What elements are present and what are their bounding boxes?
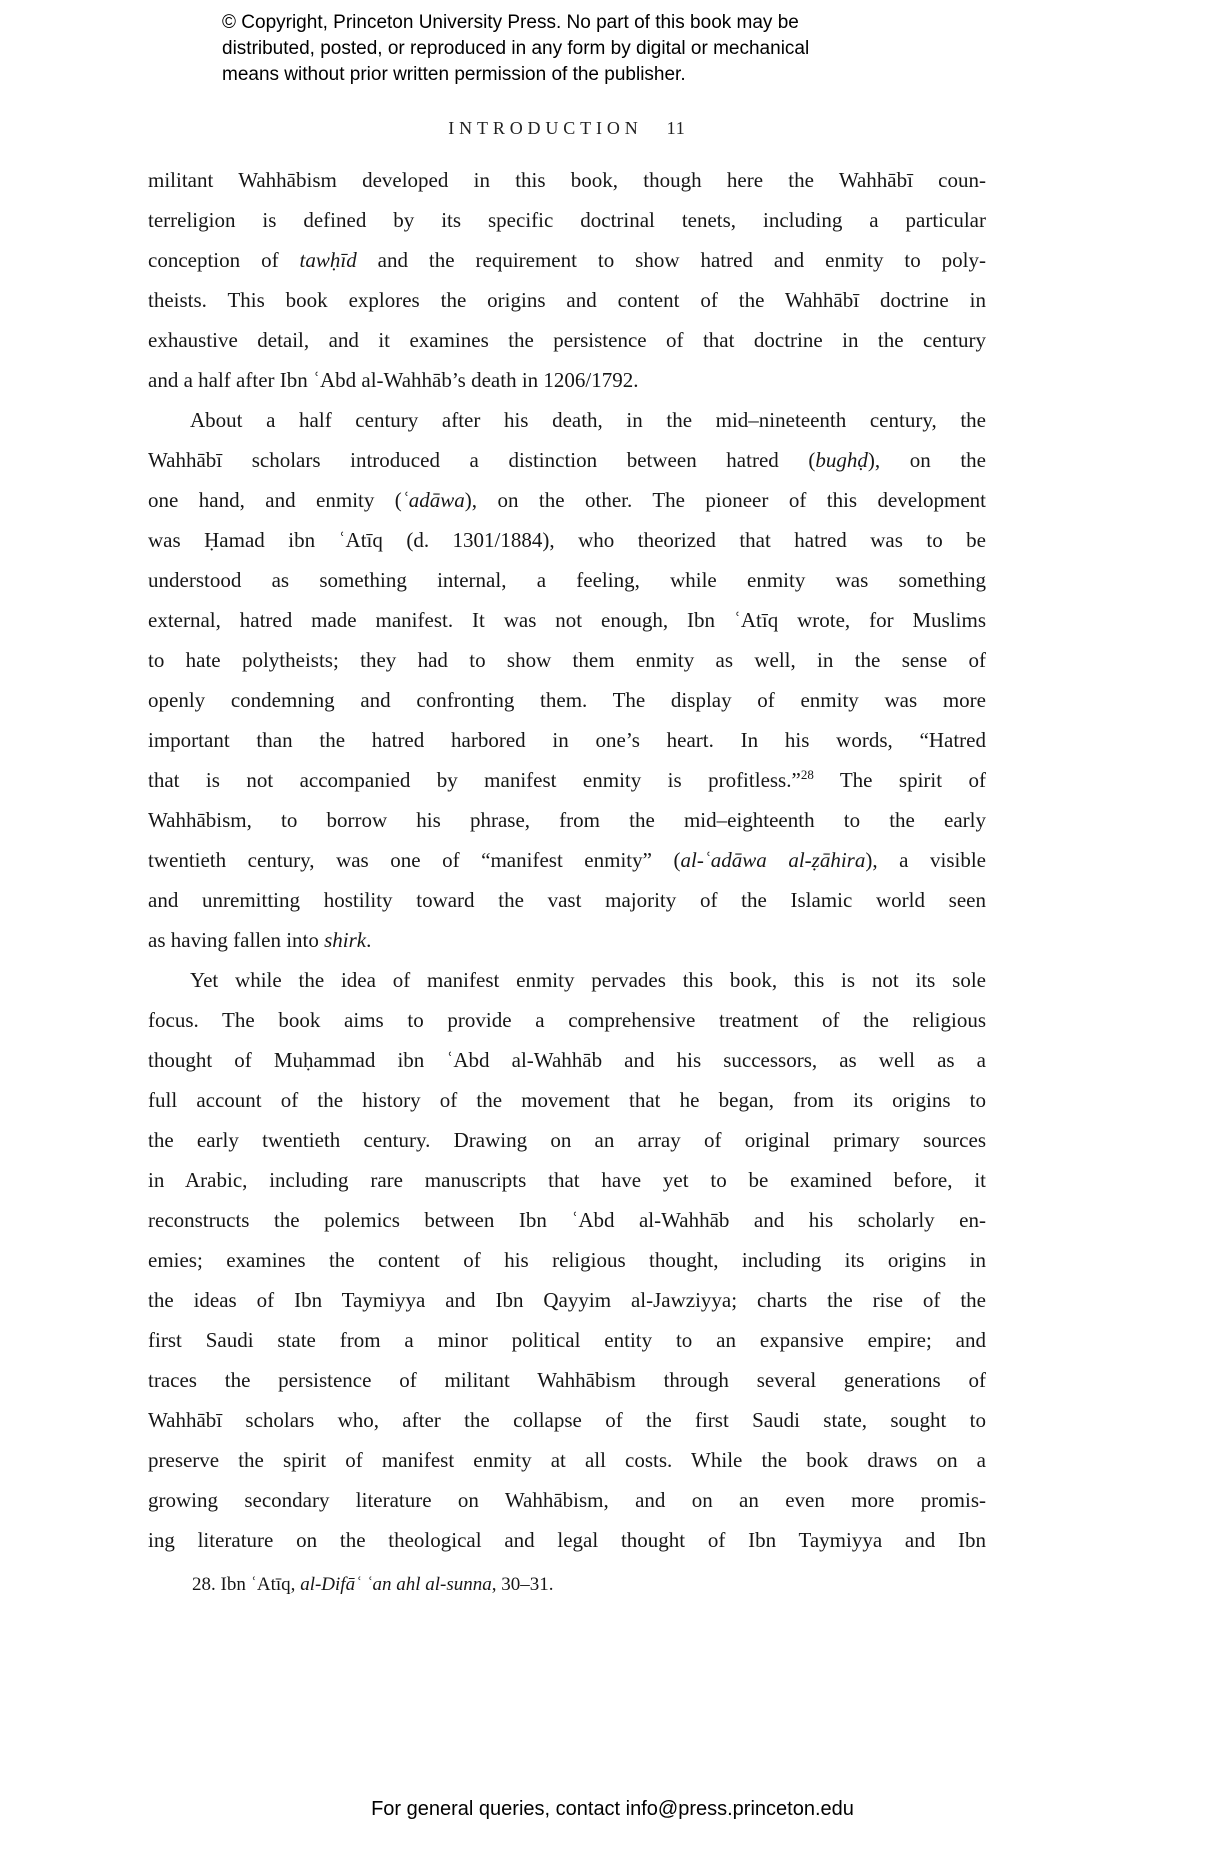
section-title: INTRODUCTION: [448, 118, 643, 138]
body-line: that is not accompanied by manifest enmity is profitless.”$^{28}$ The spirit of: [148, 767, 986, 792]
emphasized-text: al-Difāʿ ʿan ahl al-sunna: [300, 1574, 492, 1595]
body-line: Wahhābism, to borrow his phrase, from the mid–eighteenth to the early: [148, 808, 986, 832]
footer-contact: For general queries, contact info@press.princeton.edu: [371, 1798, 854, 1820]
emphasized-text: bughḍ: [815, 448, 868, 472]
body-line: as having fallen into shirk.: [148, 928, 372, 952]
paragraph: [148, 160, 986, 400]
body-line: understood as something internal, a feeling, while enmity was something: [148, 568, 986, 592]
body-line: the early twentieth century. Drawing on an array of original primary sources: [148, 1128, 986, 1152]
copyright-line: distributed, posted, or reproduced in any form by digital or mechanical: [222, 38, 810, 59]
body-line: traces the persistence of militant Wahhābism through several generations of: [148, 1368, 986, 1392]
body-line: terreligion is defined by its specific doctrinal tenets, including a particular: [148, 208, 986, 232]
body-line: important than the hatred harbored in one’s heart. In his words, “Hatred: [148, 728, 986, 752]
body-line: thought of Muḥammad ibn ʿAbd al-Wahhāb and his successors, as well as a: [148, 1048, 986, 1072]
body-line: theists. This book explores the origins and content of the Wahhābī doctrine in: [148, 288, 986, 312]
body-line: conception of tawḥīd and the requirement to show hatred and enmity to poly-: [148, 248, 986, 272]
copyright-line: © Copyright, Princeton University Press. No part of this book may be: [222, 12, 799, 33]
emphasized-text: shirk: [324, 928, 367, 952]
body-line: and a half after Ibn ʿAbd al-Wahhāb’s death in 1206/1792.: [148, 368, 639, 392]
body-line: ing literature on the theological and legal thought of Ibn Taymiyya and Ibn: [148, 1528, 986, 1552]
body-line: emies; examines the content of his religious thought, including its origins in: [148, 1248, 986, 1272]
body-line: in Arabic, including rare manuscripts that have yet to be examined before, it: [148, 1168, 986, 1192]
body-line: external, hatred made manifest. It was not enough, Ibn ʿAtīq wrote, for Muslims: [148, 608, 986, 632]
body-text: [148, 160, 986, 1560]
body-line: focus. The book aims to provide a comprehensive treatment of the religious: [148, 1008, 986, 1032]
body-line: exhaustive detail, and it examines the persistence of that doctrine in the century: [148, 328, 986, 352]
body-line: twentieth century, was one of “manifest enmity” (al-ʿadāwa al-ẓāhira), a visible: [148, 848, 986, 872]
body-line: Yet while the idea of manifest enmity pervades this book, this is not its sole: [190, 968, 986, 992]
body-line: full account of the history of the movement that he began, from its origins to: [148, 1088, 986, 1112]
running-head: [148, 118, 986, 139]
body-line: About a half century after his death, in the mid–nineteenth century, the: [190, 408, 986, 432]
copyright-line: means without prior written permission of the publisher.: [222, 64, 686, 85]
footnote-reference: 28: [800, 767, 814, 782]
body-line: openly condemning and confronting them. The display of enmity was more: [148, 688, 986, 712]
copyright-notice: [222, 10, 809, 88]
emphasized-text: al-ʿadāwa al-ẓāhira: [680, 848, 866, 872]
body-line: Wahhābī scholars who, after the collapse of the first Saudi state, sought to: [148, 1408, 986, 1432]
body-line: preserve the spirit of manifest enmity at all costs. While the book draws on a: [148, 1448, 986, 1472]
body-line: Wahhābī scholars introduced a distinction between hatred (bughḍ), on the: [148, 448, 986, 472]
body-line: the ideas of Ibn Taymiyya and Ibn Qayyim al-Jawziyya; charts the rise of the: [148, 1288, 986, 1312]
footnote: 28. Ibn ʿAtīq, al-Difāʿ ʿan ahl al-sunna, 30–31.: [192, 1574, 554, 1595]
page-number: 11: [666, 118, 686, 138]
body-line: to hate polytheists; they had to show them enmity as well, in the sense of: [148, 648, 986, 672]
paragraph: [148, 400, 986, 960]
body-line: militant Wahhābism developed in this book, though here the Wahhābī coun-: [148, 168, 986, 192]
body-line: and unremitting hostility toward the vast majority of the Islamic world seen: [148, 888, 986, 912]
body-line: reconstructs the polemics between Ibn ʿAbd al-Wahhāb and his scholarly en-: [148, 1208, 986, 1232]
body-line: one hand, and enmity (ʿadāwa), on the other. The pioneer of this development: [148, 488, 986, 512]
body-line: was Ḥamad ibn ʿAtīq (d. 1301/1884), who theorized that hatred was to be: [148, 528, 986, 552]
body-line: growing secondary literature on Wahhābism, and on an even more promis-: [148, 1488, 986, 1512]
emphasized-text: ʿadāwa: [401, 488, 465, 512]
paragraph: [148, 960, 986, 1560]
body-line: first Saudi state from a minor political entity to an expansive empire; and: [148, 1328, 986, 1352]
emphasized-text: tawḥīd: [299, 248, 357, 272]
